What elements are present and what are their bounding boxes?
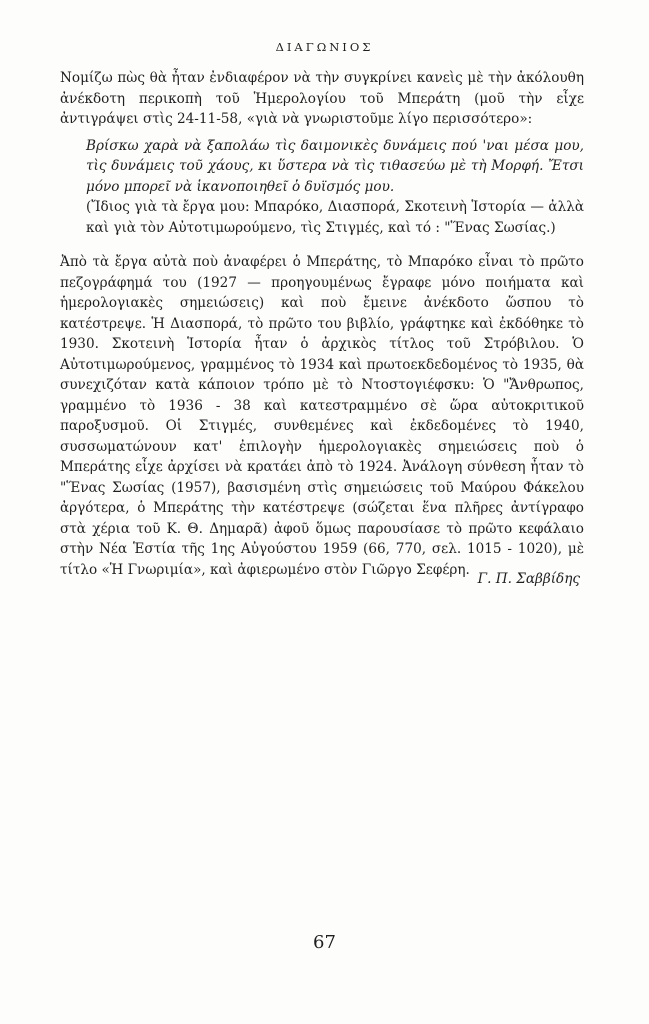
article-text	[60, 68, 584, 580]
author-signature: Γ. Π. Σαββίδης	[477, 571, 580, 587]
author-note: (Ἴδιος γιὰ τὰ ἔργα μου: Μπαρόκο, Διασπορά, Σκοτεινὴ Ἱστορία — ἀλλὰ καὶ γιὰ τὸν Αὐτοτιμωρούμενο, τὶς Στιγμές, καὶ τό : "Ἕνας Σωσίας.)	[86, 199, 584, 236]
running-title: ΔΙΑΓΩΝΙΟΣ	[275, 40, 374, 54]
page-number: 67	[313, 932, 336, 953]
diary-quote: Βρίσκω χαρὰ νὰ ξαπολάω τὶς δαιμονικὲς δυνάμεις πού 'ναι μέσα μου, τὶς δυνάμεις τοῦ χάους, κι ὕστερα νὰ τὶς τιθασεύω μὲ τὴ Μορφή. Ἔτσι μόνο μπορεῖ νὰ ἱκανοποιηθεῖ ὁ δυϊσμός μου.	[86, 137, 584, 195]
body-paragraph: Ἀπὸ τὰ ἔργα αὐτὰ ποὺ ἀναφέρει ὁ Μπεράτης, τὸ Μπαρόκο εἶναι τὸ πρῶτο πεζογράφημά του (1927 — προηγουμένως ἔγραφε μόνο ποιήματα καὶ ἡμερολογιακὲς σημειώσεις) καὶ ποὺ ἔμεινε ἀνέκδοτο ὥσπου τὸ κατέστρεψε. Ἡ Διασπορά, τὸ πρῶτο του βιβλίο, γράφτηκε καὶ ἐκδόθηκε τὸ 1930. Σκοτεινὴ Ἱστορία ἦταν ὁ ἀρχικὸς τίτλος τοῦ Στρόβιλου. Ὁ Αὐτοτιμωρούμενος, γραμμένος τὸ 1934 καὶ πρωτοεκδεδομένος τὸ 1935, θὰ συνεχιζόταν κατὰ κάποιον τρόπο μὲ τὸ Ντοστογιέφσκυ: Ὁ "Ἄνθρωπος, γραμμένο τὸ 1936 - 38 καὶ κατεστραμμένο σὲ ὥρα αὐτοκριτικοῦ παροξυσμοῦ. Οἱ Στιγμές, συνθεμένες καὶ ἐκδεδομένες τὸ 1940, συσσωματώνουν κατ' ἐπιλογὴν ἡμερολογιακὲς σημειώσεις ποὺ ὁ Μπεράτης εἶχε ἀρχίσει νὰ κρατάει ἀπὸ τὸ 1924. Ἀνάλογη σύνθεση ἦταν τὸ "Ἕνας Σωσίας (1957), βασισμένη στὶς σημειώσεις τοῦ Μαύρου Φάκελου ἀργότερα, ὁ Μπεράτης τὴν κατέστρεψε (σώζεται ἕνα πλῆρες ἀντίγραφο στὰ χέρια τοῦ Κ. Θ. Δημαρᾶ) ἀφοῦ ὅμως παρουσίασε τὸ πρῶτο κεφάλαιο στὴν Νέα Ἑστία τῆς 1ης Αὐγούστου 1959 (66, 770, σελ. 1015 - 1020), μὲ τίτλο «Ἡ Γνωριμία», καὶ ἀφιερωμένο στὸν Γιῶργο Σεφέρη.	[60, 254, 584, 578]
intro-paragraph: Νομίζω πὼς θὰ ἦταν ἐνδιαφέρον νὰ τὴν συγκρίνει κανεὶς μὲ τὴν ἀκόλουθη ἀνέκδοτη περικοπὴ τοῦ Ἡμερολογίου τοῦ Μπεράτη (μοῦ τὴν εἶχε ἀντιγράψει στὶς 24-11-58, «γιὰ νὰ γνωριστοῦμε λίγο περισσότερο»:	[60, 70, 584, 127]
